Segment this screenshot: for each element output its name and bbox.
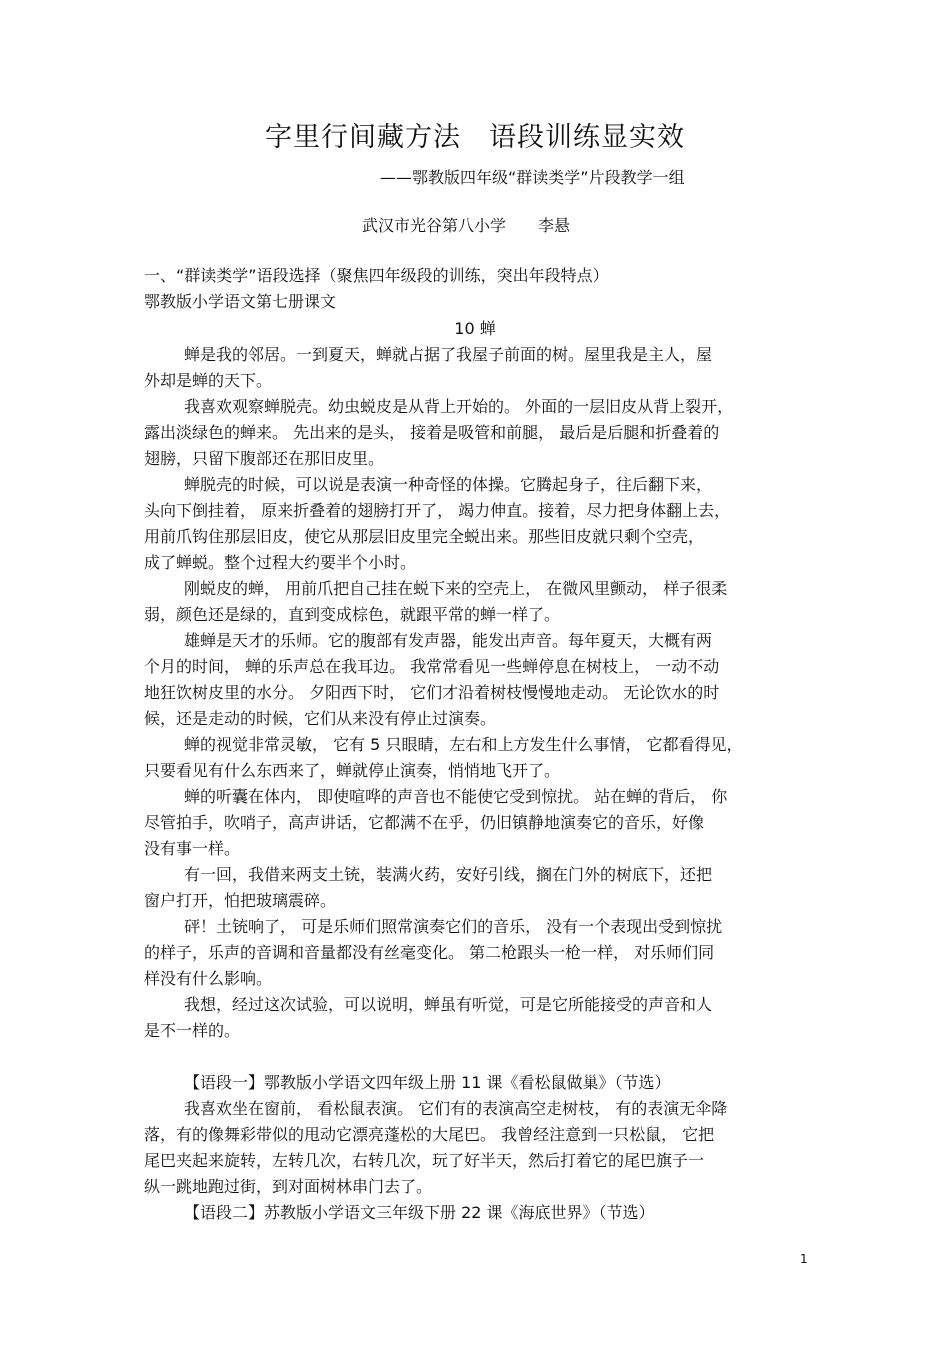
author-school: 武汉市光谷第八小学: [362, 216, 507, 235]
text-line: 落，有的像舞彩带似的甩动它漂亮蓬松的大尾巴。 我曾经注意到一只松鼠， 它把: [144, 1125, 715, 1144]
text-line: 外却是蝉的天下。: [144, 371, 273, 390]
text-line: 蝉是我的邻居。一到夏天，蝉就占据了我屋子前面的树。屋里我是主人，屋: [184, 345, 713, 364]
text-line: 的样子，乐声的音调和音量都没有丝毫变化。 第二枪跟头一枪一样， 对乐师们同: [144, 943, 715, 962]
section-heading: 一、“群读类学”语段选择（聚焦四年级段的训练，突出年段特点）: [144, 266, 609, 285]
text-line: 只要看见有什么东西来了，蝉就停止演奏，悄悄地飞开了。: [144, 761, 561, 780]
text-line: 刚蜕皮的蝉， 用前爪把自己挂在蜕下来的空壳上， 在微风里颤动， 样子很柔: [184, 579, 728, 598]
text-line: 露出淡绿色的蝉来。 先出来的是头， 接着是吸管和前腿， 最后是后腿和折叠着的: [144, 423, 720, 442]
text-line: 我喜欢观察蝉脱壳。幼虫蜕皮是从背上开始的。 外面的一层旧皮从背上裂开，: [184, 397, 734, 416]
lesson-title: 10 蝉: [454, 319, 496, 338]
text-line: 弱，颜色还是绿的，直到变成棕色，就跟平常的蝉一样了。: [144, 605, 561, 624]
text-line: 翅膀，只留下腹部还在那旧皮里。: [144, 449, 385, 468]
author-name: 李悬: [538, 216, 571, 235]
document-title: 字里行间藏方法 语段训练显实效: [265, 122, 685, 153]
text-line: 候，还是走动的时候，它们从来没有停止过演奏。: [144, 709, 497, 728]
text-line: 窗户打开，怕把玻璃震碎。: [144, 891, 337, 910]
text-line: 我想，经过这次试验，可以说明，蝉虽有听觉，可是它所能接受的声音和人: [184, 995, 713, 1014]
passage-heading: 【语段一】鄂教版小学语文四年级上册 11 课《看松鼠做巢》（节选）: [184, 1073, 671, 1092]
passage-heading: 【语段二】苏教版小学语文三年级下册 22 课《海底世界》（节选）: [184, 1203, 655, 1222]
text-line: 蝉的听囊在体内， 即使喧哗的声音也不能使它受到惊扰。 站在蝉的背后， 你: [184, 787, 728, 806]
text-line: 个月的时间， 蝉的乐声总在我耳边。 我常常看见一些蝉停息在树枝上， 一动不动: [144, 657, 720, 676]
text-line: 纵一跳地跑过街，到对面树林串门去了。: [144, 1177, 433, 1196]
author-line: [362, 215, 570, 237]
text-line: 雄蝉是天才的乐师。它的腹部有发声器，能发出声音。每年夏天，大概有两: [184, 631, 713, 650]
text-line: 头向下倒挂着， 原来折叠着的翅膀打开了， 竭力伸直。接着，尽力把身体翻上去，: [144, 501, 731, 520]
text-line: 地狂饮树皮里的水分。 夕阳西下时， 它们才沿着树枝慢慢地走动。 无论饮水的时: [144, 683, 720, 702]
text-line: 尾巴夹起来旋转，左转几次，右转几次，玩了好半天，然后打着它的尾巴旗子一: [144, 1151, 705, 1170]
text-line: 蝉脱壳的时候，可以说是表演一种奇怪的体操。它腾起身子，往后翻下来，: [184, 475, 713, 494]
text-line: 有一回，我借来两支土铳，装满火药，安好引线，搁在门外的树底下，还把: [184, 865, 713, 884]
text-line: 没有事一样。: [144, 839, 241, 858]
text-line: 尽管拍手，吹哨子，高声讲话，它都满不在乎，仍旧镇静地演奏它的音乐，好像: [144, 813, 705, 832]
text-line: 成了蝉蜕。整个过程大约要半个小时。: [144, 553, 417, 572]
text-line: 是不一样的。: [144, 1021, 241, 1040]
text-line: 我喜欢坐在窗前， 看松鼠表演。 它们有的表演高空走树枝， 有的表演无伞降: [184, 1099, 728, 1118]
text-line: 用前爪钩住那层旧皮，使它从那层旧皮里完全蜕出来。那些旧皮就只剩个空壳，: [144, 527, 705, 546]
text-line: 砰！土铳响了， 可是乐师们照常演奏它们的音乐， 没有一个表现出受到惊扰: [184, 917, 723, 936]
document-subtitle: ——鄂教版四年级“群读类学”片段教学一组: [380, 168, 685, 187]
text-line: 样没有什么影响。: [144, 969, 273, 988]
textbook-line: 鄂教版小学语文第七册课文: [144, 292, 337, 311]
text-line: 蝉的视觉非常灵敏， 它有 5 只眼睛，左右和上方发生什么事情， 它都看得见，: [184, 735, 743, 754]
page-number: 1: [800, 1252, 808, 1266]
